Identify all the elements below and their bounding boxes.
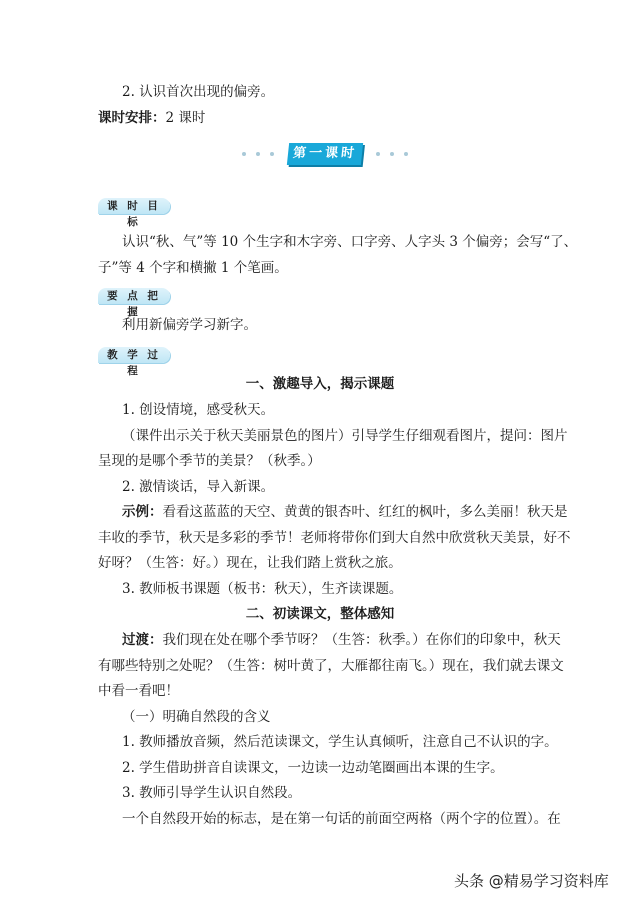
section1-step3: 3. 教师板书课题（板书：秋天），生齐读课题。: [122, 581, 403, 597]
banner-dot: [404, 152, 408, 156]
banner-dot: [390, 152, 394, 156]
schedule-row: [98, 109, 205, 127]
section1-step2: 2. 激情谈话，导入新课。: [122, 479, 275, 495]
example-text: 看看这蓝蓝的天空、黄黄的银杏叶、红红的枫叶，多么美丽！秋天是: [162, 504, 568, 520]
section2-s4: 一个自然段开始的标志，是在第一句话的前面空两格（两个字的位置）。在: [122, 811, 561, 827]
lesson-banner: [242, 143, 408, 165]
example-label: 示例：: [122, 504, 163, 520]
key-points-heading: 要 点 把 握: [107, 290, 161, 318]
section2-transition-line2: 有哪些特别之处呢？（生答：树叶黄了，大雁都往南飞。）现在，我们就去课文: [98, 658, 564, 674]
transition-label: 过渡：: [122, 632, 163, 648]
banner-dot: [256, 152, 260, 156]
section1-example-line3: 好呀？（生答：好。）现在，让我们踏上赏秋之旅。: [98, 555, 402, 571]
section1-step1-detail-line1: （课件出示关于秋天美丽景色的图片）引导学生仔细观看图片，提问：图片: [122, 428, 568, 444]
objective-item-2: 2. 认识首次出现的偏旁。: [122, 84, 275, 100]
goals-text-line2: 子”等 4 个字和横撇 1 个笔画。: [98, 260, 288, 276]
section2-title: 二、初读课文，整体感知: [245, 606, 395, 622]
watermark-prefix: 头条: [454, 872, 485, 890]
watermark: [454, 869, 640, 893]
banner-dot: [242, 152, 246, 156]
banner-dot: [376, 152, 380, 156]
goals-heading-pill: [98, 198, 170, 228]
goals-text-line1: 认识“秋、气”等 10 个生字和木字旁、口字旁、人字头 3 个偏旁；会写“了、: [122, 234, 578, 250]
section2-transition-line1: [122, 631, 561, 649]
lesson-banner-title: 第一课时: [287, 143, 363, 165]
goals-heading: 课 时 目 标: [107, 200, 161, 228]
watermark-text: @精易学习资料库: [488, 872, 609, 890]
section1-title: 一、激趣导入，揭示课题: [245, 376, 395, 392]
section1-step1-detail-line2: 呈现的是哪个季节的美景？（秋季。）: [98, 453, 321, 469]
section2-sub1: （一）明确自然段的含义: [122, 709, 271, 725]
schedule-value: 2 课时: [165, 110, 206, 126]
process-heading: 教 学 过 程: [107, 349, 161, 377]
section2-s3: 3. 教师引导学生认识自然段。: [122, 785, 302, 801]
section2-s1: 1. 教师播放音频，然后范读课文，学生认真倾听，注意自己不认识的字。: [122, 734, 558, 750]
section1-example-line1: [122, 503, 568, 521]
transition-text: 我们现在处在哪个季节呀？（生答：秋季。）在你们的印象中，秋天: [162, 632, 561, 648]
key-points-heading-pill: [98, 288, 170, 318]
banner-dot: [270, 152, 274, 156]
schedule-label: 课时安排：: [98, 110, 166, 126]
section2-s2: 2. 学生借助拼音自读课文，一边读一边动笔圈画出本课的生字。: [122, 760, 504, 776]
process-heading-pill: [98, 347, 170, 377]
section1-example-line2: 丰收的季节，秋天是多彩的季节！老师将带你们到大自然中欣赏秋天美景，好不: [98, 530, 571, 546]
section2-transition-line3: 中看一看吧！: [98, 683, 179, 699]
key-points-text: 利用新偏旁学习新字。: [122, 317, 257, 333]
section1-step1: 1. 创设情境，感受秋天。: [122, 402, 275, 418]
